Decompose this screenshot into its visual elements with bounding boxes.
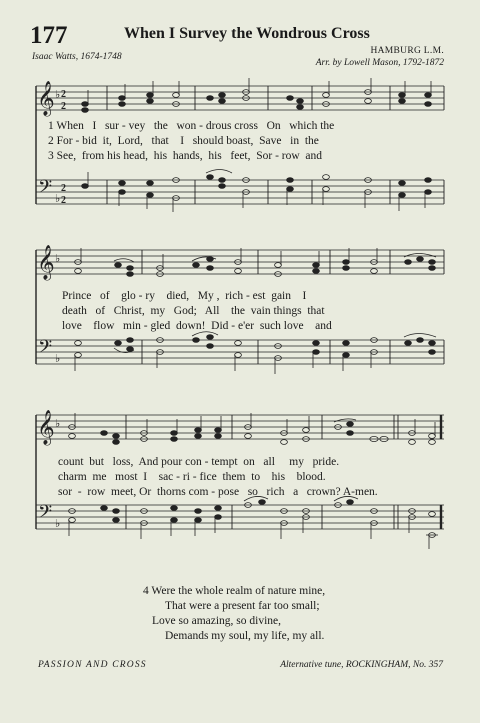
bass-notes xyxy=(82,170,432,213)
lyric-line: love flow min - gled down! Did - e'er such love and xyxy=(62,320,332,332)
treble-notes xyxy=(69,413,436,444)
hymn-title: When I Survey the Wondrous Cross xyxy=(124,25,370,42)
lyric-line: Prince of glo - ry died, My , rich - est gain I xyxy=(62,290,307,302)
flat-icon: ♭ xyxy=(55,518,61,530)
lyric-line: sor - row meet, Or thorns com - pose so rich a crown? A-men. xyxy=(58,486,378,498)
treble-staff xyxy=(36,86,444,110)
flat-icon: ♭ xyxy=(55,253,61,265)
lyric-line: 2 For - bid it, Lord, that I should boast, Save in the xyxy=(48,135,319,147)
time-signature: 2 xyxy=(61,89,66,100)
treble-clef-icon: 𝄞 xyxy=(37,245,55,280)
hymn-number: 177 xyxy=(30,22,68,49)
lyric-line: charm me most I sac - ri - fice them to his blood. xyxy=(58,471,326,483)
stanza-4-line: Love so amazing, so divine, xyxy=(152,615,282,627)
flat-icon: ♭ xyxy=(55,89,61,101)
time-signature: 2 xyxy=(61,101,66,112)
treble-notes xyxy=(82,78,432,112)
flat-icon: ♭ xyxy=(55,353,61,365)
music-system-1 xyxy=(0,78,480,218)
lyric-line: 1 When I sur - vey the won - drous cross On which the xyxy=(48,120,335,132)
tune-name: HAMBURG L.M. xyxy=(370,46,444,56)
arranger-credit: Arr. by Lowell Mason, 1792-1872 xyxy=(315,58,444,68)
bass-clef-icon: 𝄢 xyxy=(38,177,53,202)
lyric-line: count but loss, And pour con - tempt on all my pride. xyxy=(58,456,340,468)
stanza-4-line: That were a present far too small; xyxy=(165,600,320,612)
section-label: PASSION AND CROSS xyxy=(38,660,147,670)
lyric-line: 3 See, from his head, his hands, his feet, Sor - row and xyxy=(48,150,323,162)
treble-clef-icon: 𝄞 xyxy=(37,410,55,445)
treble-staff xyxy=(36,250,444,274)
lyric-line: death of Christ, my God; All the vain things that xyxy=(62,305,325,317)
stanza-4-line: 4 Were the whole realm of nature mine, xyxy=(143,585,326,597)
bass-clef-icon: 𝄢 xyxy=(38,337,53,362)
treble-staff xyxy=(36,415,444,439)
time-signature: 2 xyxy=(61,195,66,206)
bass-clef-icon: 𝄢 xyxy=(38,502,53,527)
time-signature: 2 xyxy=(61,183,66,194)
author-credit: Isaac Watts, 1674-1748 xyxy=(32,52,122,62)
flat-icon: ♭ xyxy=(55,193,61,205)
bass-staff xyxy=(36,340,444,364)
bass-staff xyxy=(36,180,444,204)
bass-staff xyxy=(36,505,444,529)
bass-notes xyxy=(75,332,436,374)
treble-clef-icon: 𝄞 xyxy=(37,81,55,116)
alternative-tune: Alternative tune, ROCKINGHAM, No. 357 xyxy=(280,660,443,670)
flat-icon: ♭ xyxy=(55,418,61,430)
stanza-4-line: Demands my soul, my life, my all. xyxy=(165,630,325,642)
